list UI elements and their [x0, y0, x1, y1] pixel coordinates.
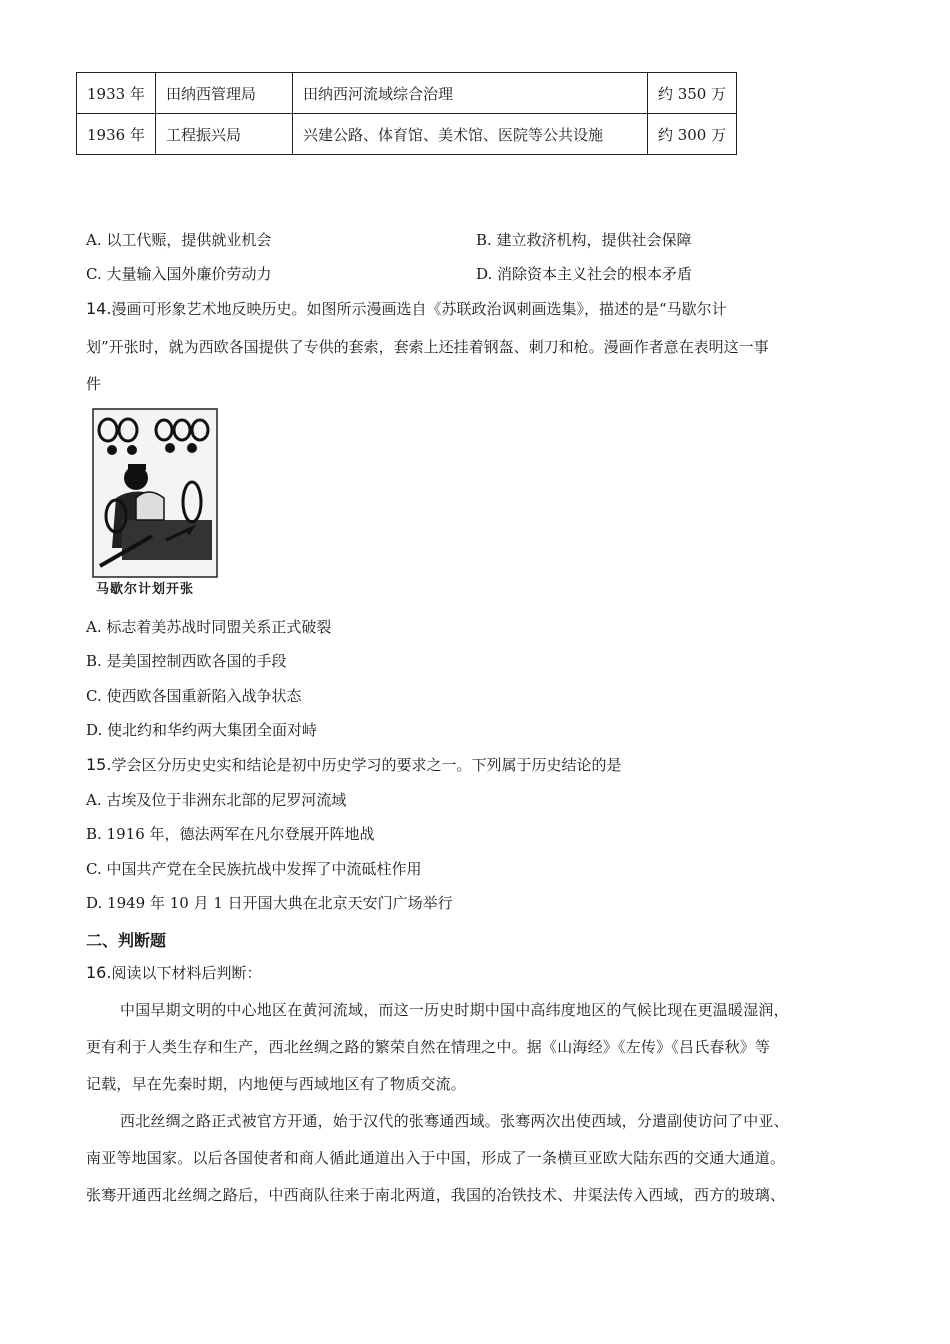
table-cell-year: 1936 年	[77, 114, 156, 155]
material-p2-line3: 张骞开通西北丝绸之路后，中西商队往来于南北两道，我国的冶铁技术、井渠法传入西域，西方的玻璃、	[86, 1186, 786, 1204]
q15-option-b: B. 1916 年，德法两军在凡尔登展开阵地战	[86, 825, 375, 843]
q15-number: 15.	[86, 755, 112, 774]
q14-stem-line2: 划”开张时，就为西欧各国提供了专供的套索，套索上还挂着钢盔、刺刀和枪。漫画作者意在表明这一事	[86, 338, 769, 356]
q14-option-c: C. 使西欧各国重新陷入战争状态	[86, 687, 302, 705]
table-cell-year: 1933 年	[77, 73, 156, 114]
table-cell-agency: 田纳西管理局	[155, 73, 292, 114]
material-p1-line2: 更有利于人类生存和生产，西北丝绸之路的繁荣自然在情理之中。据《山海经》《左传》《吕氏春秋》等	[86, 1038, 771, 1056]
q13-option-d: D. 消除资本主义社会的根本矛盾	[476, 265, 693, 283]
q15-option-d: D. 1949 年 10 月 1 日开国大典在北京天安门广场举行	[86, 894, 453, 912]
table-row	[77, 73, 737, 114]
table-cell-people: 约 350 万	[647, 73, 736, 114]
q15-option-c: C. 中国共产党在全民族抗战中发挥了中流砥柱作用	[86, 860, 422, 878]
material-p2-line1: 西北丝绸之路正式被官方开通，始于汉代的张骞通西域。张骞两次出使西域，分遣副使访问了中亚、	[120, 1112, 789, 1130]
q13-option-b: B. 建立救济机构，提供社会保障	[476, 231, 692, 249]
table-cell-project: 兴建公路、体育馆、美术馆、医院等公共设施	[292, 114, 647, 155]
marshall-plan-cartoon	[92, 408, 218, 578]
table-row	[77, 114, 737, 155]
q13-option-c: C. 大量输入国外廉价劳动力	[86, 265, 272, 283]
q14-text: 漫画可形象艺术地反映历史。如图所示漫画选自《苏联政治讽刺画选集》，描述的是“马歇尔计	[111, 300, 727, 318]
cartoon-caption: 马歇尔计划开张	[96, 582, 195, 597]
material-p2-line2: 南亚等地国家。以后各国使者和商人循此通道出入于中国，形成了一条横亘亚欧大陆东西的交通大通道。	[86, 1149, 786, 1167]
q15-text: 学会区分历史史实和结论是初中历史学习的要求之一。下列属于历史结论的是	[111, 756, 622, 774]
section-heading: 二、判断题	[86, 931, 167, 950]
table-cell-agency: 工程振兴局	[155, 114, 292, 155]
table-cell-people: 约 300 万	[647, 114, 736, 155]
q14-stem-line1	[86, 299, 727, 319]
q15-stem	[86, 755, 621, 775]
material-p1-line3: 记载，早在先秦时期，内地便与西域地区有了物质交流。	[86, 1075, 467, 1093]
q16-stem	[86, 963, 261, 983]
q14-option-b: B. 是美国控制西欧各国的手段	[86, 652, 287, 670]
relief-agency-table	[76, 72, 737, 155]
q14-option-d: D. 使北约和华约两大集团全面对峙	[86, 721, 318, 739]
q14-option-a: A. 标志着美苏战时同盟关系正式破裂	[86, 618, 332, 636]
table-cell-project: 田纳西河流域综合治理	[292, 73, 647, 114]
q15-option-a: A. 古埃及位于非洲东北部的尼罗河流域	[86, 791, 347, 809]
q16-text: 阅读以下材料后判断：	[111, 964, 262, 982]
q16-number: 16.	[86, 963, 112, 982]
q14-number: 14.	[86, 299, 112, 318]
q14-stem-line3: 件	[86, 375, 102, 393]
material-p1-line1: 中国早期文明的中心地区在黄河流域，而这一历史时期中国中高纬度地区的气候比现在更温暖湿润，	[120, 1001, 789, 1019]
q13-option-a: A. 以工代赈，提供就业机会	[86, 231, 272, 249]
